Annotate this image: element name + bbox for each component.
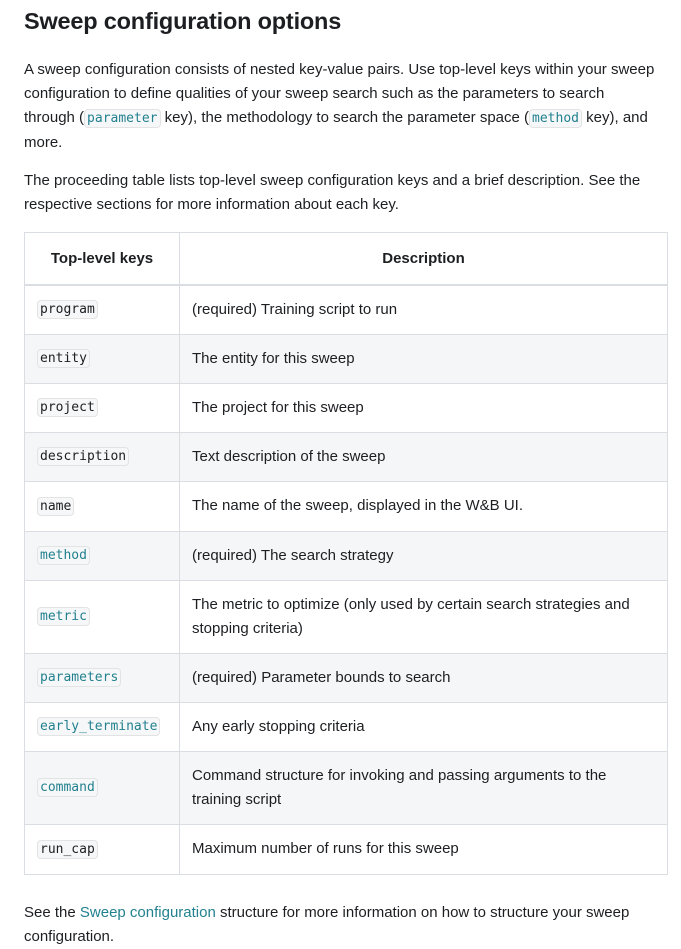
- key-cell: [25, 285, 180, 334]
- outro-text-2: structure for more information on how to structure your sweep configuration.: [24, 903, 630, 945]
- table-row: [25, 824, 668, 874]
- key-cell: [25, 481, 180, 531]
- config-keys-table: [24, 232, 668, 875]
- key-run-cap-code: run_cap: [37, 840, 98, 859]
- key-name-code: name: [37, 497, 74, 516]
- key-cell: [25, 334, 180, 383]
- outro-text-1: See the: [24, 903, 80, 921]
- description-cell: The project for this sweep: [180, 383, 668, 432]
- description-cell: Text description of the sweep: [180, 432, 668, 481]
- intro-text-2: key), the methodology to search the parameter space (: [160, 109, 530, 126]
- intro-text-1: A sweep configuration consists of nested key-value pairs. Use top-level keys within your sweep configuration to define qualities of your sweep search such as the parameters to search through (: [24, 61, 655, 126]
- table-row: [25, 481, 668, 531]
- table-row: [25, 432, 668, 481]
- description-cell: Command structure for invoking and passing arguments to the training script: [180, 751, 668, 824]
- key-early-terminate-link[interactable]: early_terminate: [37, 717, 160, 736]
- description-cell: (required) Parameter bounds to search: [180, 653, 668, 702]
- key-cell: [25, 383, 180, 432]
- key-cell: [25, 824, 180, 874]
- table-row: [25, 702, 668, 751]
- description-cell: (required) The search strategy: [180, 531, 668, 580]
- parameter-code-link[interactable]: parameter: [84, 109, 160, 128]
- table-row: [25, 653, 668, 702]
- table-header-row: [25, 233, 668, 286]
- header-description: Description: [180, 233, 668, 286]
- key-command-link[interactable]: command: [37, 778, 98, 797]
- table-row: [25, 751, 668, 824]
- description-cell: (required) Training script to run: [180, 285, 668, 334]
- header-keys: Top-level keys: [25, 233, 180, 286]
- intro-text-3: key), and more.: [24, 109, 648, 151]
- key-method-link[interactable]: method: [37, 546, 90, 565]
- key-metric-link[interactable]: metric: [37, 607, 90, 626]
- method-code-link[interactable]: method: [529, 109, 582, 128]
- key-cell: [25, 531, 180, 580]
- key-cell: [25, 432, 180, 481]
- key-cell: [25, 653, 180, 702]
- key-entity-code: entity: [37, 349, 90, 368]
- intro-paragraph: [24, 58, 657, 155]
- description-cell: The name of the sweep, displayed in the W&B UI.: [180, 481, 668, 531]
- sweep-configuration-link[interactable]: Sweep configuration: [79, 903, 216, 921]
- key-program-code: program: [37, 300, 98, 319]
- table-row: [25, 531, 668, 580]
- key-description-code: description: [37, 447, 129, 466]
- description-cell: Any early stopping criteria: [180, 702, 668, 751]
- key-cell: [25, 702, 180, 751]
- key-project-code: project: [37, 398, 98, 417]
- page-title: Sweep configuration options: [24, 8, 342, 34]
- table-body: [25, 285, 668, 874]
- outro-paragraph: [24, 901, 657, 949]
- table-row: [25, 334, 668, 383]
- description-cell: The metric to optimize (only used by certain search strategies and stopping criteria): [180, 580, 668, 653]
- table-intro-paragraph: The proceeding table lists top-level sweep configuration keys and a brief description. See the respective sections for more information about each key.: [24, 172, 641, 213]
- table-row: [25, 580, 668, 653]
- description-cell: Maximum number of runs for this sweep: [180, 824, 668, 874]
- key-parameters-link[interactable]: parameters: [37, 668, 121, 687]
- key-cell: [25, 580, 180, 653]
- description-cell: The entity for this sweep: [180, 334, 668, 383]
- table-row: [25, 285, 668, 334]
- table-row: [25, 383, 668, 432]
- key-cell: [25, 751, 180, 824]
